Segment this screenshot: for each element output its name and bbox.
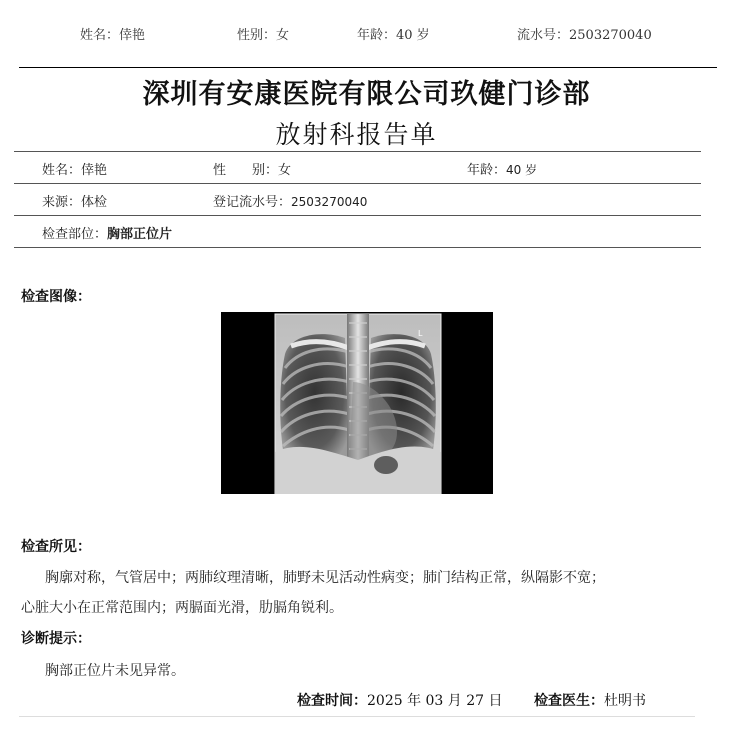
xray-marker: L	[418, 329, 423, 338]
header-name: 姓名：倖艳	[80, 28, 146, 43]
findings-line-1: 胸廓对称，气管居中；两肺纹理清晰，肺野未见活动性病变；肺门结构正常，纵隔影不宽；	[45, 570, 605, 586]
report-title: 放射科报告单	[275, 120, 438, 149]
info-name-value: 倖艳	[81, 163, 108, 178]
info-part	[42, 223, 172, 242]
info-name	[42, 159, 107, 178]
exam-doctor-label: 检查医生：	[534, 693, 604, 709]
image-section-label: 检查图像：	[21, 289, 91, 305]
info-source	[42, 191, 107, 210]
header-serial: 流水号：2503270040	[517, 28, 652, 43]
info-age-label: 年龄：	[467, 163, 507, 178]
header-age: 年龄：40 岁	[357, 28, 430, 43]
chest-xray-image	[221, 312, 493, 494]
findings-line-2: 心脏大小在正常范围内；两膈面光滑，肋膈角锐利。	[21, 600, 343, 616]
info-reg-value: 2503270040	[291, 195, 368, 209]
info-gender-value: 女	[278, 163, 292, 178]
hospital-title: 深圳有安康医院有限公司玖健门诊部	[142, 79, 591, 110]
exam-doctor	[534, 690, 646, 710]
diagnosis-text: 胸部正位片未见异常。	[45, 663, 185, 679]
info-gender	[213, 159, 291, 178]
table-line	[14, 183, 701, 184]
exam-time	[297, 690, 503, 710]
info-age	[467, 159, 537, 178]
header-gender: 性别：女	[237, 28, 290, 43]
table-line	[14, 247, 701, 248]
info-part-value: 胸部正位片	[107, 227, 173, 242]
table-line	[14, 151, 701, 152]
info-age-value: 40 岁	[506, 163, 538, 177]
header-divider	[19, 67, 717, 68]
info-source-value: 体检	[81, 195, 108, 210]
info-part-label: 检查部位：	[42, 227, 108, 242]
info-name-label: 姓名：	[42, 163, 82, 178]
findings-label: 检查所见：	[21, 539, 91, 555]
table-line	[14, 215, 701, 216]
exam-time-label: 检查时间：	[297, 693, 367, 709]
info-source-label: 来源：	[42, 195, 82, 210]
info-reg	[213, 191, 367, 210]
footer-divider	[19, 716, 695, 717]
info-reg-label: 登记流水号：	[213, 195, 292, 210]
info-gender-label: 性 别：	[213, 163, 279, 178]
diagnosis-label: 诊断提示：	[21, 631, 91, 647]
exam-time-value: 2025 年 03 月 27 日	[367, 693, 503, 709]
exam-doctor-value: 杜明书	[604, 693, 646, 709]
